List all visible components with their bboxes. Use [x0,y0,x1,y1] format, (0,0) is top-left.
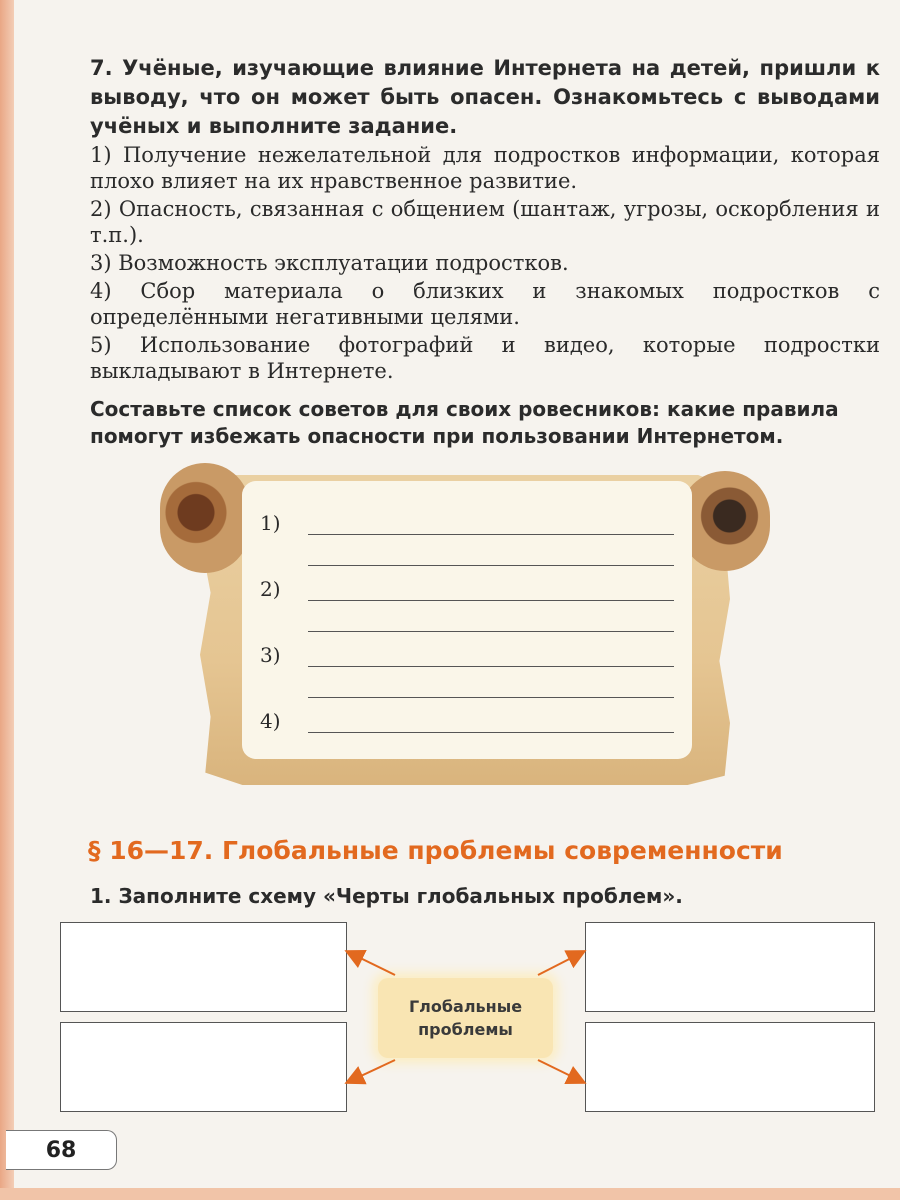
finding-item: 5) Использование фотографий и видео, которые подростки выкладывают в Интернете. [90,333,880,383]
answer-line-1b[interactable] [308,565,674,566]
scroll-right-roll [680,471,770,571]
finding-item: 1) Получение нежелательной для подростков информации, которая плохо влияет на их нравственное развитие. [90,143,880,193]
finding-item: 2) Опасность, связанная с общением (шантаж, угрозы, оскорбления и т.п.). [90,197,880,247]
scheme-box-bottom-left[interactable] [60,1022,347,1112]
arrow-top-left [348,952,395,975]
arrow-bottom-left [348,1060,395,1082]
page-number: 68 [6,1130,117,1170]
answer-label: 1) [260,511,281,535]
findings-list [90,142,880,386]
scheme-box-top-right[interactable] [585,922,875,1012]
scroll-left-roll [160,463,250,573]
section-title: § 16—17. Глобальные проблемы современности [88,836,783,865]
finding-item: 3) Возможность эксплуатации подростков. [90,251,569,275]
scroll-illustration [160,463,770,793]
page-edge [0,0,14,1200]
arrow-bottom-right [538,1060,583,1082]
advice-prompt: Составьте список советов для своих ровесников: какие правила помогут избежать опасности при пользовании Интернетом. [90,397,839,448]
answer-line-3b[interactable] [308,697,674,698]
answer-label: 4) [260,709,281,733]
answer-label: 2) [260,577,281,601]
page-bottom-edge [0,1188,900,1200]
answer-label: 3) [260,643,281,667]
task-1-heading: 1. Заполните схему «Черты глобальных проблем». [90,884,683,908]
arrow-top-right [538,952,583,975]
finding-item: 4) Сбор материала о близких и знакомых подростков с определёнными негативными целями. [90,279,880,329]
answer-line-2b[interactable] [308,631,674,632]
answer-line-1[interactable] [260,511,674,537]
answer-line-2[interactable] [260,577,674,603]
answer-line-3[interactable] [260,643,674,669]
global-problems-label: Глобальные проблемы [378,978,553,1058]
scheme-box-top-left[interactable] [60,922,347,1012]
task-7-heading: 7. Учёные, изучающие влияние Интернета на детей, пришли к выводу, что он может быть опасен. Ознакомьтесь с выводами учёных и выполните задание. [90,56,880,138]
scheme-box-bottom-right[interactable] [585,1022,875,1112]
answer-panel [242,481,692,759]
answer-line-4[interactable] [260,709,674,735]
